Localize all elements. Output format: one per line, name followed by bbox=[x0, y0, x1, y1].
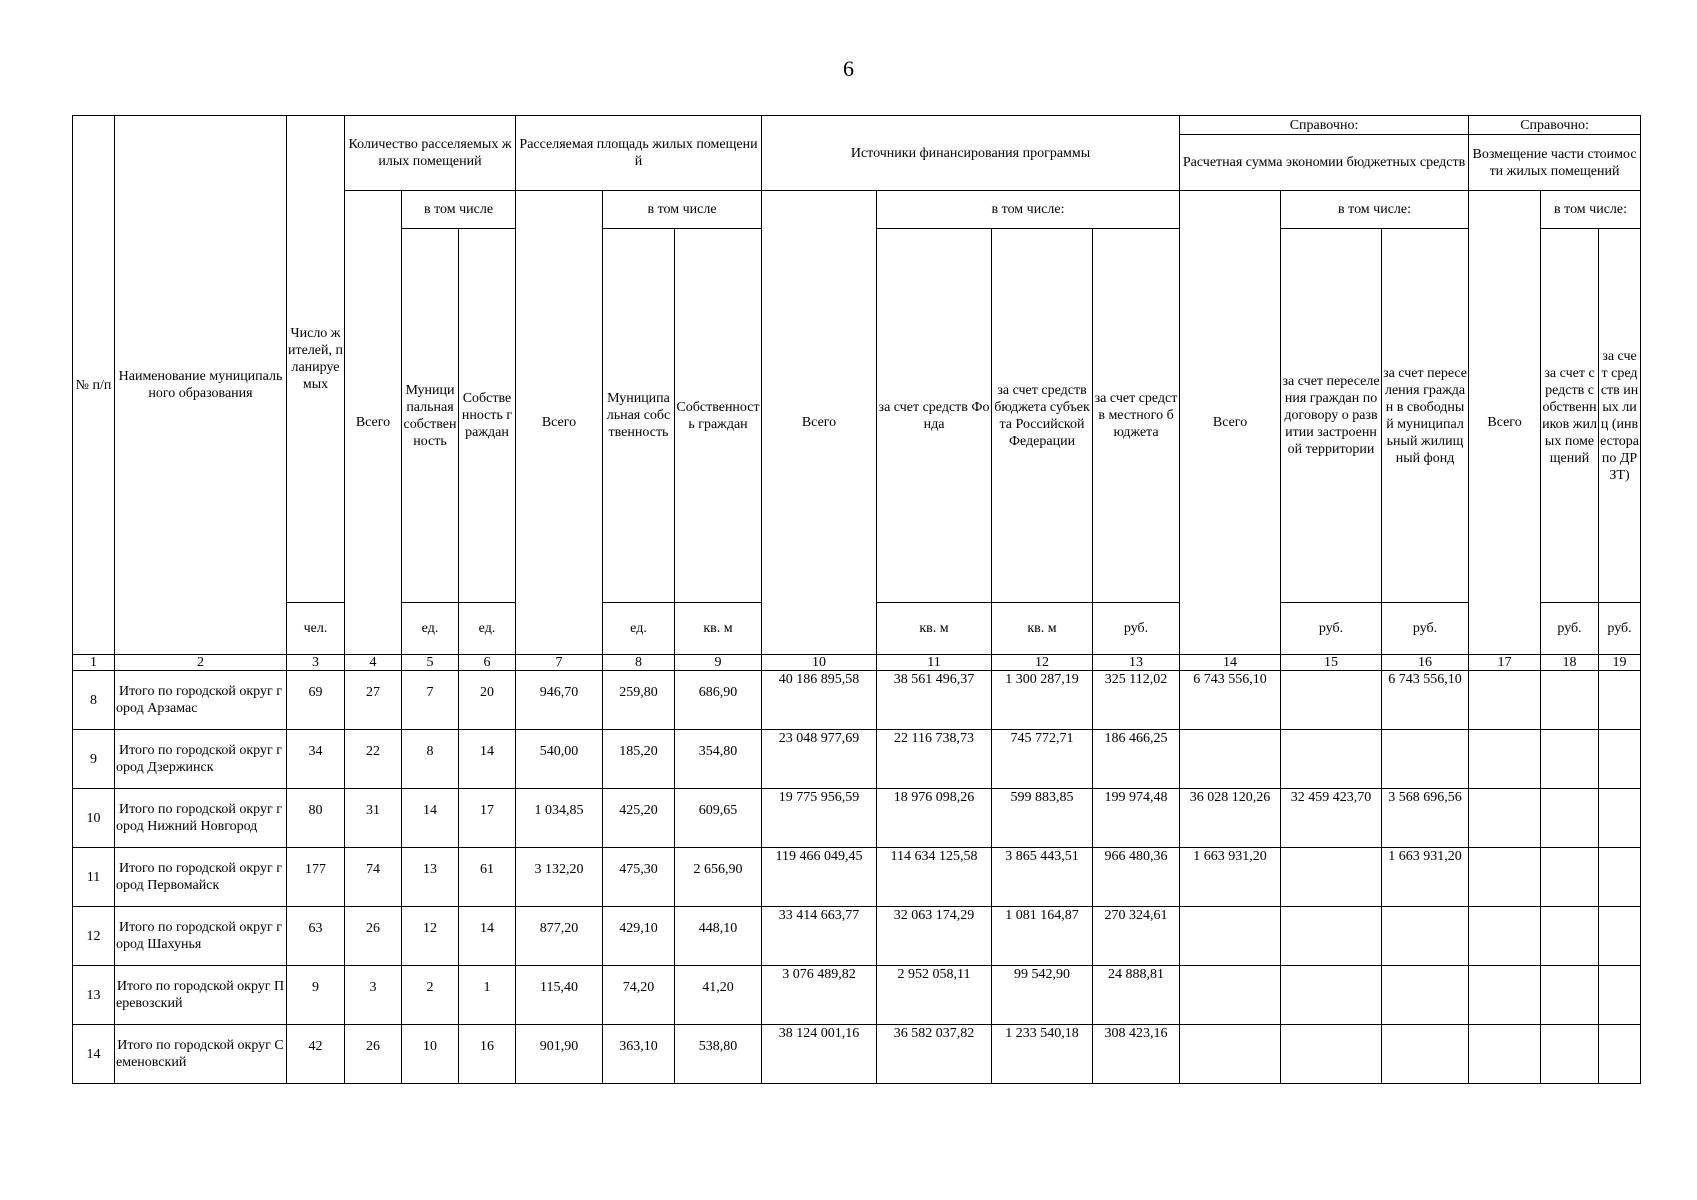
housing-resettlement-table bbox=[72, 115, 1641, 1084]
cell-area-mun: 185,20 bbox=[603, 730, 675, 789]
cell-area-mun: 475,30 bbox=[603, 848, 675, 907]
header-group-economy: Расчетная сумма экономии бюджетных средств bbox=[1180, 135, 1469, 191]
cell-area-priv: 686,90 bbox=[675, 671, 762, 730]
cell-area-total: 901,90 bbox=[516, 1025, 603, 1084]
table-row bbox=[73, 1025, 1641, 1084]
cell-comp-owners bbox=[1541, 966, 1599, 1025]
cell-src-total: 33 414 663,77 bbox=[762, 907, 877, 966]
cell-src-fund: 32 063 174,29 bbox=[877, 907, 992, 966]
cell-comp-inv bbox=[1599, 966, 1641, 1025]
cell-n: 12 bbox=[73, 907, 115, 966]
cell-eco-total: 6 743 556,10 bbox=[1180, 671, 1281, 730]
page-number: 6 bbox=[843, 56, 854, 81]
cell-area-total: 946,70 bbox=[516, 671, 603, 730]
cell-src-total: 23 048 977,69 bbox=[762, 730, 877, 789]
cell-n: 14 bbox=[73, 1025, 115, 1084]
header-qty-total: Всего bbox=[345, 191, 402, 655]
cell-qty-total: 31 bbox=[345, 789, 402, 848]
cell-area-priv: 2 656,90 bbox=[675, 848, 762, 907]
cell-qty-total: 26 bbox=[345, 1025, 402, 1084]
table-row bbox=[73, 730, 1641, 789]
cell-residents: 69 bbox=[287, 671, 345, 730]
cell-qty-total: 74 bbox=[345, 848, 402, 907]
cell-eco-total bbox=[1180, 1025, 1281, 1084]
cell-src-fund: 2 952 058,11 bbox=[877, 966, 992, 1025]
cell-area-mun: 429,10 bbox=[603, 907, 675, 966]
cell-qty-priv: 14 bbox=[459, 907, 516, 966]
column-number: 7 bbox=[516, 655, 603, 671]
unit-cell: чел. bbox=[287, 603, 345, 655]
cell-eco-free bbox=[1382, 730, 1469, 789]
cell-eco-total: 36 028 120,26 bbox=[1180, 789, 1281, 848]
cell-eco-terr bbox=[1281, 966, 1382, 1025]
cell-src-region: 1 300 287,19 bbox=[992, 671, 1093, 730]
cell-eco-total bbox=[1180, 966, 1281, 1025]
cell-area-priv: 354,80 bbox=[675, 730, 762, 789]
cell-area-priv: 538,80 bbox=[675, 1025, 762, 1084]
cell-qty-mun: 8 bbox=[402, 730, 459, 789]
cell-qty-mun: 13 bbox=[402, 848, 459, 907]
cell-eco-terr bbox=[1281, 907, 1382, 966]
header-col-num: № п/п bbox=[73, 116, 115, 655]
cell-eco-free bbox=[1382, 1025, 1469, 1084]
cell-comp-inv bbox=[1599, 789, 1641, 848]
cell-qty-mun: 7 bbox=[402, 671, 459, 730]
column-number: 1 bbox=[73, 655, 115, 671]
cell-comp-inv bbox=[1599, 1025, 1641, 1084]
cell-src-local: 325 112,02 bbox=[1093, 671, 1180, 730]
cell-area-mun: 259,80 bbox=[603, 671, 675, 730]
cell-comp-total bbox=[1469, 671, 1541, 730]
column-number: 2 bbox=[115, 655, 287, 671]
cell-comp-inv bbox=[1599, 907, 1641, 966]
cell-qty-total: 27 bbox=[345, 671, 402, 730]
cell-src-region: 745 772,71 bbox=[992, 730, 1093, 789]
column-number: 4 bbox=[345, 655, 402, 671]
cell-src-total: 19 775 956,59 bbox=[762, 789, 877, 848]
header-src-local: за счет средств местного бюджета bbox=[1093, 229, 1180, 603]
cell-src-region: 3 865 443,51 bbox=[992, 848, 1093, 907]
cell-area-priv: 609,65 bbox=[675, 789, 762, 848]
table-row bbox=[73, 671, 1641, 730]
cell-src-fund: 38 561 496,37 bbox=[877, 671, 992, 730]
column-number: 5 bbox=[402, 655, 459, 671]
cell-comp-owners bbox=[1541, 671, 1599, 730]
unit-cell: кв. м bbox=[675, 603, 762, 655]
cell-area-total: 877,20 bbox=[516, 907, 603, 966]
cell-area-total: 1 034,85 bbox=[516, 789, 603, 848]
cell-comp-inv bbox=[1599, 848, 1641, 907]
cell-n: 13 bbox=[73, 966, 115, 1025]
column-number: 17 bbox=[1469, 655, 1541, 671]
column-number: 6 bbox=[459, 655, 516, 671]
header-area-municipal: Муниципальная собственность bbox=[603, 229, 675, 603]
header-src-region: за счет средств бюджета субъекта Российской Федерации bbox=[992, 229, 1093, 603]
cell-src-region: 599 883,85 bbox=[992, 789, 1093, 848]
table-row bbox=[73, 848, 1641, 907]
cell-src-fund: 22 116 738,73 bbox=[877, 730, 992, 789]
header-comp-investors: за счет средств иных лиц (инвестора по ДРЗТ) bbox=[1599, 229, 1641, 603]
header-area-private: Собственность граждан bbox=[675, 229, 762, 603]
cell-qty-priv: 16 bbox=[459, 1025, 516, 1084]
column-number-row bbox=[73, 655, 1641, 671]
cell-eco-total bbox=[1180, 730, 1281, 789]
cell-src-region: 99 542,90 bbox=[992, 966, 1093, 1025]
cell-src-region: 1 081 164,87 bbox=[992, 907, 1093, 966]
cell-area-total: 115,40 bbox=[516, 966, 603, 1025]
cell-qty-mun: 10 bbox=[402, 1025, 459, 1084]
cell-area-mun: 363,10 bbox=[603, 1025, 675, 1084]
header-src-total: Всего bbox=[762, 191, 877, 655]
column-number: 13 bbox=[1093, 655, 1180, 671]
cell-comp-total bbox=[1469, 730, 1541, 789]
column-number: 9 bbox=[675, 655, 762, 671]
cell-qty-mun: 2 bbox=[402, 966, 459, 1025]
unit-cell: руб. bbox=[1541, 603, 1599, 655]
column-number: 18 bbox=[1541, 655, 1599, 671]
cell-comp-inv bbox=[1599, 671, 1641, 730]
cell-comp-total bbox=[1469, 966, 1541, 1025]
cell-eco-total bbox=[1180, 907, 1281, 966]
cell-qty-mun: 14 bbox=[402, 789, 459, 848]
cell-src-total: 119 466 049,45 bbox=[762, 848, 877, 907]
unit-cell: кв. м bbox=[992, 603, 1093, 655]
cell-n: 10 bbox=[73, 789, 115, 848]
unit-cell: ед. bbox=[603, 603, 675, 655]
cell-src-local: 966 480,36 bbox=[1093, 848, 1180, 907]
cell-residents: 63 bbox=[287, 907, 345, 966]
column-number: 14 bbox=[1180, 655, 1281, 671]
table-row bbox=[73, 966, 1641, 1025]
cell-name: Итого по городской округ город Шахунья bbox=[115, 907, 287, 966]
cell-area-total: 3 132,20 bbox=[516, 848, 603, 907]
table-row bbox=[73, 907, 1641, 966]
header-qty-private: Собственность граждан bbox=[459, 229, 516, 603]
header-area-including: в том числе bbox=[603, 191, 762, 229]
cell-comp-owners bbox=[1541, 789, 1599, 848]
header-eco-free-fund: за счет переселения граждан в свободный муниципальный жилищный фонд bbox=[1382, 229, 1469, 603]
cell-src-local: 186 466,25 bbox=[1093, 730, 1180, 789]
cell-src-fund: 36 582 037,82 bbox=[877, 1025, 992, 1084]
cell-comp-owners bbox=[1541, 730, 1599, 789]
unit-cell: кв. м bbox=[877, 603, 992, 655]
cell-qty-mun: 12 bbox=[402, 907, 459, 966]
cell-comp-total bbox=[1469, 848, 1541, 907]
cell-eco-terr bbox=[1281, 671, 1382, 730]
table-row bbox=[73, 789, 1641, 848]
header-src-including: в том числе: bbox=[877, 191, 1180, 229]
cell-eco-terr bbox=[1281, 1025, 1382, 1084]
header-qty-including: в том числе bbox=[402, 191, 516, 229]
cell-qty-total: 3 bbox=[345, 966, 402, 1025]
header-comp-including: в том числе: bbox=[1541, 191, 1641, 229]
cell-area-mun: 425,20 bbox=[603, 789, 675, 848]
cell-qty-total: 22 bbox=[345, 730, 402, 789]
column-number: 15 bbox=[1281, 655, 1382, 671]
column-number: 11 bbox=[877, 655, 992, 671]
cell-comp-owners bbox=[1541, 1025, 1599, 1084]
cell-name: Итого по городской округ город Нижний Новгород bbox=[115, 789, 287, 848]
cell-residents: 177 bbox=[287, 848, 345, 907]
column-number: 16 bbox=[1382, 655, 1469, 671]
header-reference-2: Справочно: bbox=[1469, 116, 1641, 135]
cell-n: 8 bbox=[73, 671, 115, 730]
cell-comp-inv bbox=[1599, 730, 1641, 789]
cell-name: Итого по городской округ город Арзамас bbox=[115, 671, 287, 730]
cell-name: Итого по городской округ город Первомайск bbox=[115, 848, 287, 907]
cell-eco-terr: 32 459 423,70 bbox=[1281, 789, 1382, 848]
cell-eco-total: 1 663 931,20 bbox=[1180, 848, 1281, 907]
cell-area-priv: 448,10 bbox=[675, 907, 762, 966]
column-number: 8 bbox=[603, 655, 675, 671]
unit-cell: руб. bbox=[1281, 603, 1382, 655]
cell-area-mun: 74,20 bbox=[603, 966, 675, 1025]
header-comp-owners: за счет средств собственников жилых помещений bbox=[1541, 229, 1599, 603]
cell-src-fund: 114 634 125,58 bbox=[877, 848, 992, 907]
cell-qty-priv: 1 bbox=[459, 966, 516, 1025]
header-col-residents: Число жителей, планируемых bbox=[287, 116, 345, 603]
cell-eco-free bbox=[1382, 966, 1469, 1025]
cell-src-fund: 18 976 098,26 bbox=[877, 789, 992, 848]
cell-eco-terr bbox=[1281, 848, 1382, 907]
cell-n: 11 bbox=[73, 848, 115, 907]
header-eco-total: Всего bbox=[1180, 191, 1281, 655]
header-src-fund: за счет средств Фонда bbox=[877, 229, 992, 603]
cell-qty-priv: 17 bbox=[459, 789, 516, 848]
header-group-sources: Источники финансирования программы bbox=[762, 116, 1180, 191]
header-comp-total: Всего bbox=[1469, 191, 1541, 655]
cell-src-total: 40 186 895,58 bbox=[762, 671, 877, 730]
cell-src-total: 38 124 001,16 bbox=[762, 1025, 877, 1084]
cell-eco-free bbox=[1382, 907, 1469, 966]
cell-n: 9 bbox=[73, 730, 115, 789]
cell-eco-terr bbox=[1281, 730, 1382, 789]
header-reference-1: Справочно: bbox=[1180, 116, 1469, 135]
unit-cell: руб. bbox=[1382, 603, 1469, 655]
column-number: 10 bbox=[762, 655, 877, 671]
cell-src-local: 24 888,81 bbox=[1093, 966, 1180, 1025]
cell-comp-owners bbox=[1541, 907, 1599, 966]
cell-src-region: 1 233 540,18 bbox=[992, 1025, 1093, 1084]
column-number: 3 bbox=[287, 655, 345, 671]
header-col-name: Наименование муниципального образования bbox=[115, 116, 287, 655]
cell-src-local: 308 423,16 bbox=[1093, 1025, 1180, 1084]
column-number: 12 bbox=[992, 655, 1093, 671]
cell-eco-free: 1 663 931,20 bbox=[1382, 848, 1469, 907]
unit-cell: руб. bbox=[1599, 603, 1641, 655]
cell-residents: 80 bbox=[287, 789, 345, 848]
cell-name: Итого по городской округ Семеновский bbox=[115, 1025, 287, 1084]
header-area-total: Всего bbox=[516, 191, 603, 655]
cell-residents: 42 bbox=[287, 1025, 345, 1084]
cell-src-local: 199 974,48 bbox=[1093, 789, 1180, 848]
cell-area-total: 540,00 bbox=[516, 730, 603, 789]
cell-comp-total bbox=[1469, 1025, 1541, 1084]
cell-qty-priv: 20 bbox=[459, 671, 516, 730]
cell-comp-owners bbox=[1541, 848, 1599, 907]
cell-residents: 9 bbox=[287, 966, 345, 1025]
header-qty-municipal: Муниципальная собственность bbox=[402, 229, 459, 603]
cell-qty-total: 26 bbox=[345, 907, 402, 966]
cell-residents: 34 bbox=[287, 730, 345, 789]
header-eco-territory: за счет переселения граждан по договору о развитии застроенной территории bbox=[1281, 229, 1382, 603]
unit-cell: ед. bbox=[402, 603, 459, 655]
column-number: 19 bbox=[1599, 655, 1641, 671]
cell-src-local: 270 324,61 bbox=[1093, 907, 1180, 966]
cell-comp-total bbox=[1469, 789, 1541, 848]
cell-area-priv: 41,20 bbox=[675, 966, 762, 1025]
header-group-quantity: Количество расселяемых жилых помещений bbox=[345, 116, 516, 191]
cell-name: Итого по городской округ город Дзержинск bbox=[115, 730, 287, 789]
cell-name: Итого по городской округ Перевозский bbox=[115, 966, 287, 1025]
header-group-area: Расселяемая площадь жилых помещений bbox=[516, 116, 762, 191]
cell-comp-total bbox=[1469, 907, 1541, 966]
cell-qty-priv: 61 bbox=[459, 848, 516, 907]
cell-eco-free: 6 743 556,10 bbox=[1382, 671, 1469, 730]
cell-eco-free: 3 568 696,56 bbox=[1382, 789, 1469, 848]
cell-qty-priv: 14 bbox=[459, 730, 516, 789]
cell-src-total: 3 076 489,82 bbox=[762, 966, 877, 1025]
header-eco-including: в том числе: bbox=[1281, 191, 1469, 229]
header-group-compensation: Возмещение части стоимости жилых помещений bbox=[1469, 135, 1641, 191]
unit-cell: руб. bbox=[1093, 603, 1180, 655]
unit-cell: ед. bbox=[459, 603, 516, 655]
